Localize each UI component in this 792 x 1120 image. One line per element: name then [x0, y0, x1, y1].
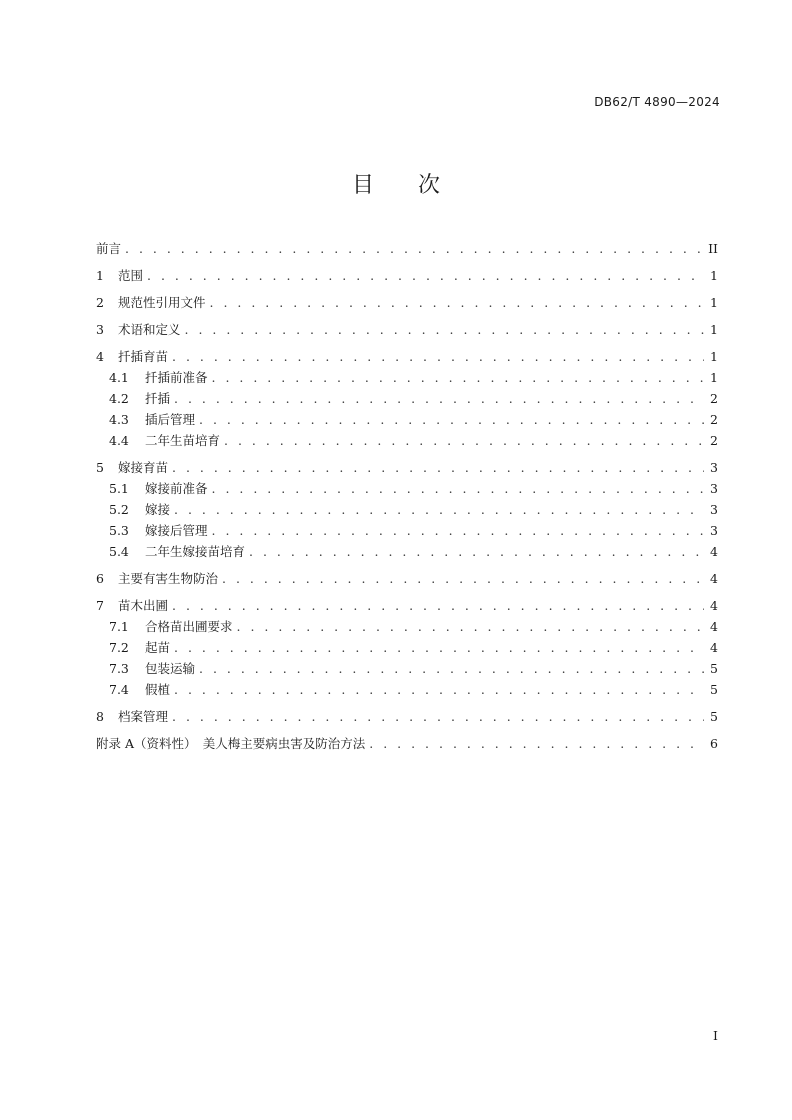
toc-entry-8[interactable] — [96, 706, 718, 727]
toc-entry-page: II — [708, 241, 718, 256]
toc-entry-5-1[interactable] — [96, 478, 718, 499]
dot-leader — [199, 409, 704, 430]
dot-leader — [172, 595, 704, 616]
toc-entry-appendix-a[interactable] — [96, 733, 718, 754]
footer-page-number: I — [713, 1028, 718, 1043]
toc-entry-label: 规范性引用文件 — [118, 295, 206, 310]
toc-entry-label: 主要有害生物防治 — [118, 571, 219, 586]
dot-leader — [174, 679, 704, 700]
toc-entry-2[interactable] — [96, 292, 718, 313]
dot-leader — [212, 478, 704, 499]
toc-entry-number: 5.4 — [109, 544, 129, 559]
toc-entry-number: 5.3 — [109, 523, 129, 538]
toc-entry-page: 5 — [710, 661, 718, 676]
toc-entry-1[interactable] — [96, 265, 718, 286]
toc-entry-label: 附录 A（资料性） 美人梅主要病虫害及防治方法 — [96, 736, 366, 751]
toc-entry-label: 嫁接后管理 — [145, 523, 208, 538]
toc-entry-label: 二年生嫁接苗培育 — [145, 544, 246, 559]
toc-entry-3[interactable] — [96, 319, 718, 340]
toc-entry-page: 1 — [710, 349, 718, 364]
page-title: 目 次 — [351, 173, 440, 198]
toc-entry-number: 3 — [96, 322, 104, 337]
toc-entry-number: 5.2 — [109, 502, 129, 517]
table-of-contents — [96, 238, 718, 754]
standard-number: DB62/T 4890—2024 — [594, 95, 720, 109]
dot-leader — [212, 520, 704, 541]
toc-entry-page: 4 — [710, 598, 718, 613]
toc-entry-number: 5 — [96, 460, 104, 475]
toc-entry-page: 4 — [710, 640, 718, 655]
toc-entry-number: 5.1 — [109, 481, 129, 496]
dot-leader — [174, 637, 704, 658]
toc-entry-page: 4 — [710, 571, 718, 586]
toc-entry-page: 2 — [710, 412, 718, 427]
toc-entry-label: 苗木出圃 — [118, 598, 169, 613]
toc-entry-number: 7 — [96, 598, 104, 613]
toc-entry-page: 3 — [710, 460, 718, 475]
dot-leader — [172, 346, 704, 367]
dot-leader — [174, 499, 704, 520]
toc-entry-label: 假植 — [145, 682, 171, 697]
dot-leader — [237, 616, 704, 637]
toc-entry-page: 5 — [710, 709, 718, 724]
toc-entry-number: 4.1 — [109, 370, 129, 385]
toc-entry-page: 5 — [710, 682, 718, 697]
toc-entry-label: 嫁接 — [145, 502, 171, 517]
toc-entry-page: 3 — [710, 523, 718, 538]
dot-leader — [249, 541, 704, 562]
toc-entry-page: 3 — [710, 502, 718, 517]
toc-entry-number: 7.3 — [109, 661, 129, 676]
dot-leader — [174, 388, 704, 409]
toc-entry-page: 1 — [710, 322, 718, 337]
dot-leader — [172, 706, 704, 727]
toc-entry-5[interactable] — [96, 457, 718, 478]
toc-entry-number: 7.4 — [109, 682, 129, 697]
toc-entry-foreword[interactable] — [96, 238, 718, 259]
toc-entry-label: 二年生苗培育 — [145, 433, 221, 448]
toc-entry-page: 1 — [710, 370, 718, 385]
dot-leader — [185, 319, 704, 340]
toc-entry-4-2[interactable] — [96, 388, 718, 409]
toc-entry-page: 1 — [710, 295, 718, 310]
toc-entry-4-3[interactable] — [96, 409, 718, 430]
toc-entry-7-3[interactable] — [96, 658, 718, 679]
toc-entry-number: 4.3 — [109, 412, 129, 427]
toc-entry-page: 2 — [710, 391, 718, 406]
toc-entry-label: 扦插育苗 — [118, 349, 169, 364]
toc-entry-label: 嫁接前准备 — [145, 481, 208, 496]
toc-entry-4-1[interactable] — [96, 367, 718, 388]
toc-entry-label: 扦插 — [145, 391, 171, 406]
toc-entry-page: 4 — [710, 619, 718, 634]
toc-entry-label: 合格苗出圃要求 — [145, 619, 233, 634]
toc-entry-number: 4.4 — [109, 433, 129, 448]
toc-entry-7[interactable] — [96, 595, 718, 616]
dot-leader — [369, 733, 704, 754]
toc-entry-5-3[interactable] — [96, 520, 718, 541]
toc-entry-page: 1 — [710, 268, 718, 283]
dot-leader — [147, 265, 704, 286]
toc-entry-number: 2 — [96, 295, 104, 310]
toc-entry-5-2[interactable] — [96, 499, 718, 520]
toc-entry-label: 嫁接育苗 — [118, 460, 169, 475]
toc-entry-number: 8 — [96, 709, 104, 724]
toc-entry-label: 范围 — [118, 268, 144, 283]
dot-leader — [224, 430, 704, 451]
toc-entry-number: 1 — [96, 268, 104, 283]
toc-entry-page: 4 — [710, 544, 718, 559]
toc-entry-7-2[interactable] — [96, 637, 718, 658]
toc-entry-number: 7.1 — [109, 619, 129, 634]
toc-entry-page: 3 — [710, 481, 718, 496]
toc-entry-number: 6 — [96, 571, 104, 586]
toc-entry-4-4[interactable] — [96, 430, 718, 451]
dot-leader — [172, 457, 704, 478]
toc-entry-7-4[interactable] — [96, 679, 718, 700]
toc-entry-7-1[interactable] — [96, 616, 718, 637]
toc-entry-label: 术语和定义 — [118, 322, 181, 337]
toc-entry-6[interactable] — [96, 568, 718, 589]
toc-entry-label: 前言 — [96, 241, 122, 256]
toc-entry-label: 包装运输 — [145, 661, 196, 676]
toc-entry-label: 档案管理 — [118, 709, 169, 724]
toc-entry-label: 插后管理 — [145, 412, 196, 427]
dot-leader — [222, 568, 704, 589]
toc-entry-label: 起苗 — [145, 640, 171, 655]
dot-leader — [199, 658, 704, 679]
dot-leader — [212, 367, 704, 388]
dot-leader — [210, 292, 704, 313]
toc-entry-number: 7.2 — [109, 640, 129, 655]
toc-entry-page: 6 — [710, 736, 718, 751]
toc-entry-5-4[interactable] — [96, 541, 718, 562]
toc-entry-number: 4.2 — [109, 391, 129, 406]
toc-entry-number: 4 — [96, 349, 104, 364]
toc-entry-page: 2 — [710, 433, 718, 448]
dot-leader — [125, 238, 704, 259]
toc-entry-4[interactable] — [96, 346, 718, 367]
toc-entry-label: 扦插前准备 — [145, 370, 208, 385]
